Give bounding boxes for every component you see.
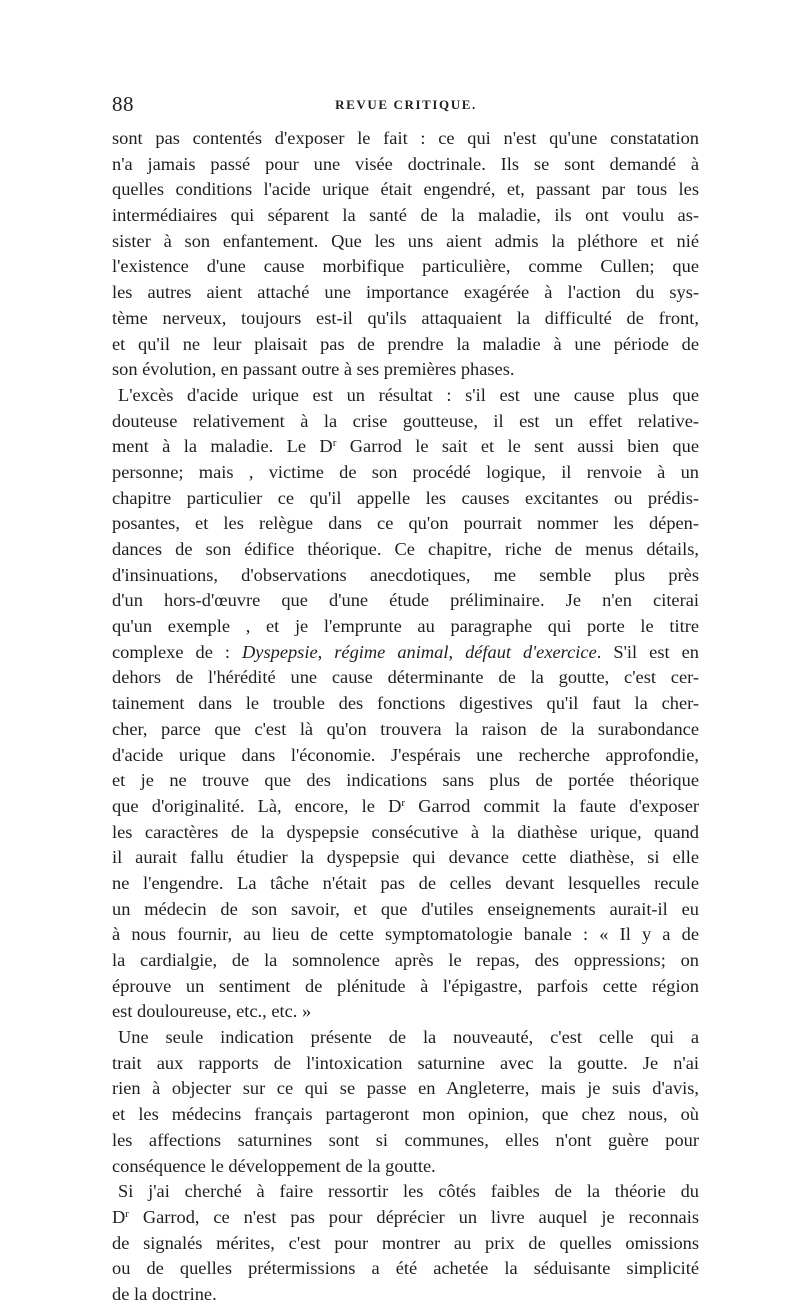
body-text bbox=[112, 126, 699, 1308]
text-line: L'excès d'acide urique est un résultat : s'il est une cause plus que bbox=[118, 384, 699, 405]
text-line: n'a jamais passé pour une visée doctrinale. Ils se sont demandé à bbox=[112, 153, 699, 174]
text-line: complexe de : Dyspepsie, régime animal, défaut d'exercice. S'il est en bbox=[112, 641, 699, 662]
text-line: et qu'il ne leur plaisait pas de prendre la maladie à une période de bbox=[112, 333, 699, 354]
text-line: $D^r$ Garrod, ce n'est pas pour déprécier un livre auquel je reconnais bbox=[112, 1206, 699, 1227]
text-line: que d'originalité. Là, encore, le $D^r$ Garrod commit la faute d'exposer bbox=[112, 795, 699, 816]
text-line: qu'un exemple , et je l'emprunte au paragraphe qui porte le titre bbox=[112, 616, 699, 637]
text-line: de la doctrine. bbox=[112, 1283, 217, 1304]
running-head: REVUE CRITIQUE. bbox=[335, 97, 477, 112]
italic-text: Dyspepsie bbox=[242, 641, 318, 662]
text-line: Si j'ai cherché à faire ressortir les côtés faibles de la théorie du bbox=[118, 1181, 699, 1202]
text-line: rien à objecter sur ce qui se passe en Angleterre, mais je suis d'avis, bbox=[112, 1078, 699, 1099]
text-line: douteuse relativement à la crise goutteuse, il est un effet relative- bbox=[112, 410, 699, 431]
text-line: l'existence d'une cause morbifique particulière, comme Cullen; que bbox=[112, 256, 699, 277]
text-line: ne l'engendre. La tâche n'était pas de celles devant lesquelles recule bbox=[112, 872, 699, 893]
text-line: les affections saturnines sont si communes, elles n'ont guère pour bbox=[112, 1129, 699, 1150]
text-line: dances de son édifice théorique. Ce chapitre, riche de menus détails, bbox=[112, 539, 699, 559]
text-line: chapitre particulier ce qu'il appelle les causes excitantes ou prédis- bbox=[112, 487, 699, 508]
text-line: personne; mais , victime de son procédé logique, il renvoie à un bbox=[112, 461, 699, 482]
page-header bbox=[112, 92, 700, 122]
text-line: et je ne trouve que des indications sans plus de portée théorique bbox=[112, 770, 699, 791]
text-line: les caractères de la dyspepsie consécutive à la diathèse urique, quand bbox=[112, 821, 699, 842]
text-line: intermédiaires qui séparent la santé de la maladie, ils ont voulu as- bbox=[112, 205, 699, 226]
text-line: conséquence le développement de la goutte. bbox=[112, 1155, 436, 1176]
text-line: un médecin de son savoir, et que d'utiles enseignements aurait-il eu bbox=[112, 898, 699, 919]
text-line: quelles conditions l'acide urique était engendré, et, passant par tous les bbox=[112, 179, 699, 200]
page-number: 88 bbox=[112, 92, 134, 116]
text-line: dehors de l'hérédité une cause déterminante de la goutte, c'est cer- bbox=[112, 667, 699, 688]
text-line: à nous fournir, au lieu de cette symptomatologie banale : « Il y a de bbox=[112, 924, 699, 945]
text-line: cher, parce que c'est là qu'on trouvera la raison de la surabondance bbox=[112, 718, 699, 739]
italic-text: régime animal bbox=[334, 641, 449, 662]
text-line: Une seule indication présente de la nouveauté, c'est celle qui a bbox=[118, 1027, 699, 1048]
text-line: tème nerveux, toujours est-il qu'ils attaquaient la difficulté de front, bbox=[112, 307, 699, 328]
text-line: sont pas contentés d'exposer le fait : ce qui n'est qu'une constatation bbox=[112, 128, 699, 148]
text-line: sister à son enfantement. Que les uns aient admis la pléthore et nié bbox=[112, 230, 699, 251]
text-line: ment à la maladie. Le $D^r$ Garrod le sait et le sent aussi bien que bbox=[112, 436, 699, 457]
text-line: il aurait fallu étudier la dyspepsie qui devance cette diathèse, si elle bbox=[112, 847, 699, 868]
text-line: est douloureuse, etc., etc. » bbox=[112, 1001, 312, 1022]
text-line: éprouve un sentiment de plénitude à l'épigastre, parfois cette région bbox=[112, 975, 699, 996]
text-line: la cardialgie, de la somnolence après le repas, des oppressions; on bbox=[112, 950, 699, 970]
text-line: de signalés mérites, c'est pour montrer au prix de quelles omissions bbox=[112, 1232, 699, 1253]
text-line: son évolution, en passant outre à ses premières phases. bbox=[112, 359, 515, 380]
text-line: d'insinuations, d'observations anecdotiques, me semble plus près bbox=[112, 564, 699, 585]
text-line: trait aux rapports de l'intoxication saturnine avec la goutte. Je n'ai bbox=[112, 1052, 699, 1073]
text-line: d'acide urique dans l'économie. J'espérais une recherche approfondie, bbox=[112, 744, 699, 765]
text-line: posantes, et les relègue dans ce qu'on pourrait nommer les dépen- bbox=[112, 513, 699, 534]
text-line: et les médecins français partageront mon opinion, que chez nous, où bbox=[112, 1104, 699, 1125]
text-line: les autres aient attaché une importance exagérée à l'action du sys- bbox=[112, 282, 699, 303]
text-line: tainement dans le trouble des fonctions digestives qu'il faut la cher- bbox=[112, 693, 699, 714]
italic-text: défaut d'exercice bbox=[465, 641, 597, 662]
text-line: d'un hors-d'œuvre que d'une étude préliminaire. Je n'en citerai bbox=[112, 590, 699, 611]
text-line: ou de quelles prétermissions a été achetée la séduisante simplicité bbox=[112, 1258, 699, 1279]
